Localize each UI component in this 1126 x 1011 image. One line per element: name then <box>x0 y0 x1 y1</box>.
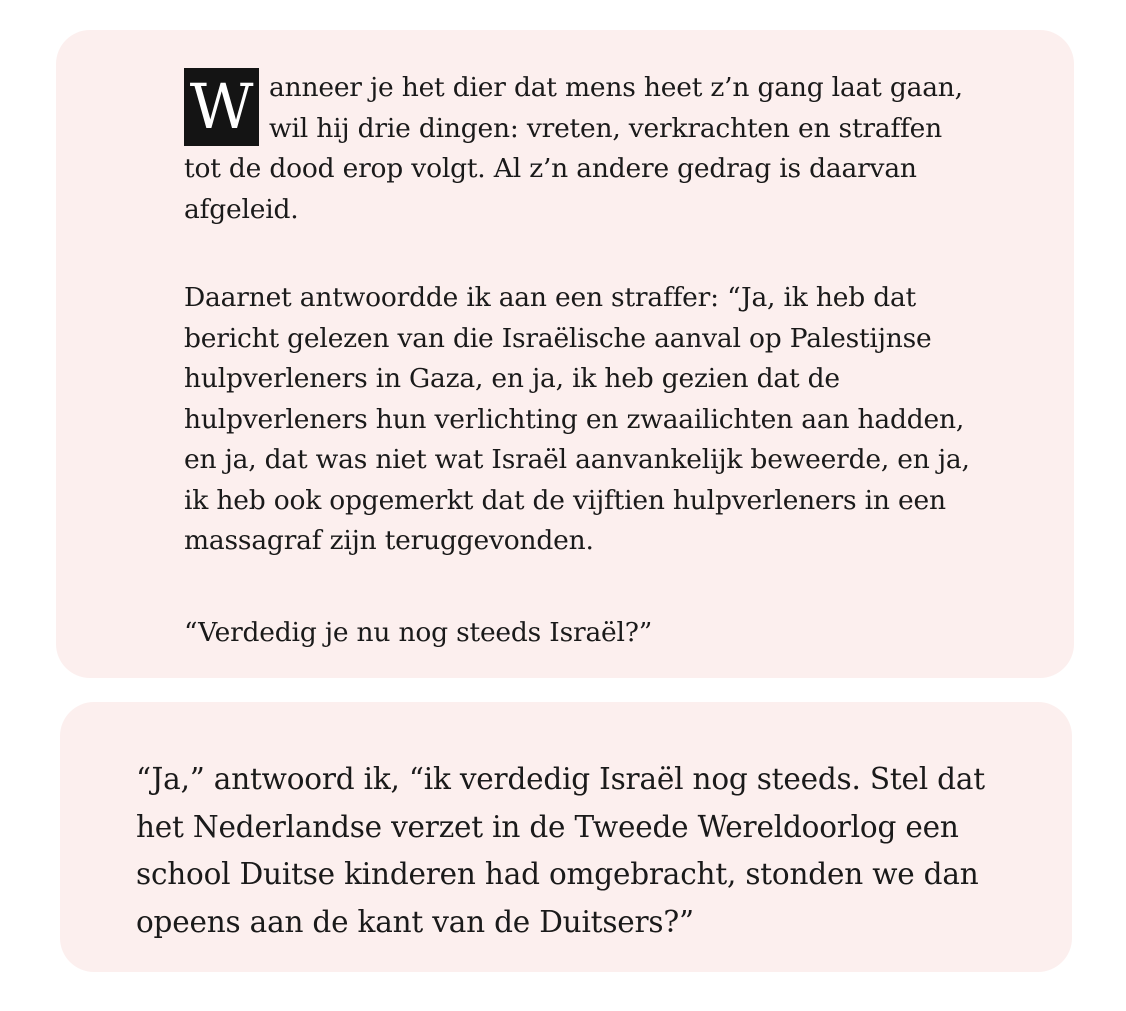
paragraph-1 <box>184 68 974 230</box>
paragraph-1-text: anneer je het dier dat mens heet z’n gang laat gaan, wil hij drie dingen: vreten, verkrachten en straffen tot de dood erop volgt. Al z’n andere gedrag is daarvan afgeleid. <box>184 72 963 225</box>
quote-card-2 <box>60 702 1072 972</box>
paragraph-4: “Ja,” antwoord ik, “ik verdedig Israël nog steeds. Stel dat het Nederlandse verzet in de Tweede Wereldoorlog een school Duitse kinderen had omgebracht, stonden we dan opeens aan de kant van de Duitsers?” <box>136 762 985 939</box>
drop-cap: W <box>184 68 259 146</box>
paragraph-3: “Verdedig je nu nog steeds Israël?” <box>184 617 653 648</box>
quote-card-1 <box>56 30 1074 678</box>
paragraph-2: Daarnet antwoordde ik aan een straffer: “Ja, ik heb dat bericht gelezen van die Israëlische aanval op Palestijnse hulpverleners in Gaza, en ja, ik heb gezien dat de hulpverleners hun verlichting en zwaailichten aan hadden, en ja, dat was niet wat Israël aanvankelijk beweerde, en ja, ik heb ook opgemerkt dat de vijftien hulpverleners in een massagraf zijn teruggevonden. <box>184 282 970 556</box>
